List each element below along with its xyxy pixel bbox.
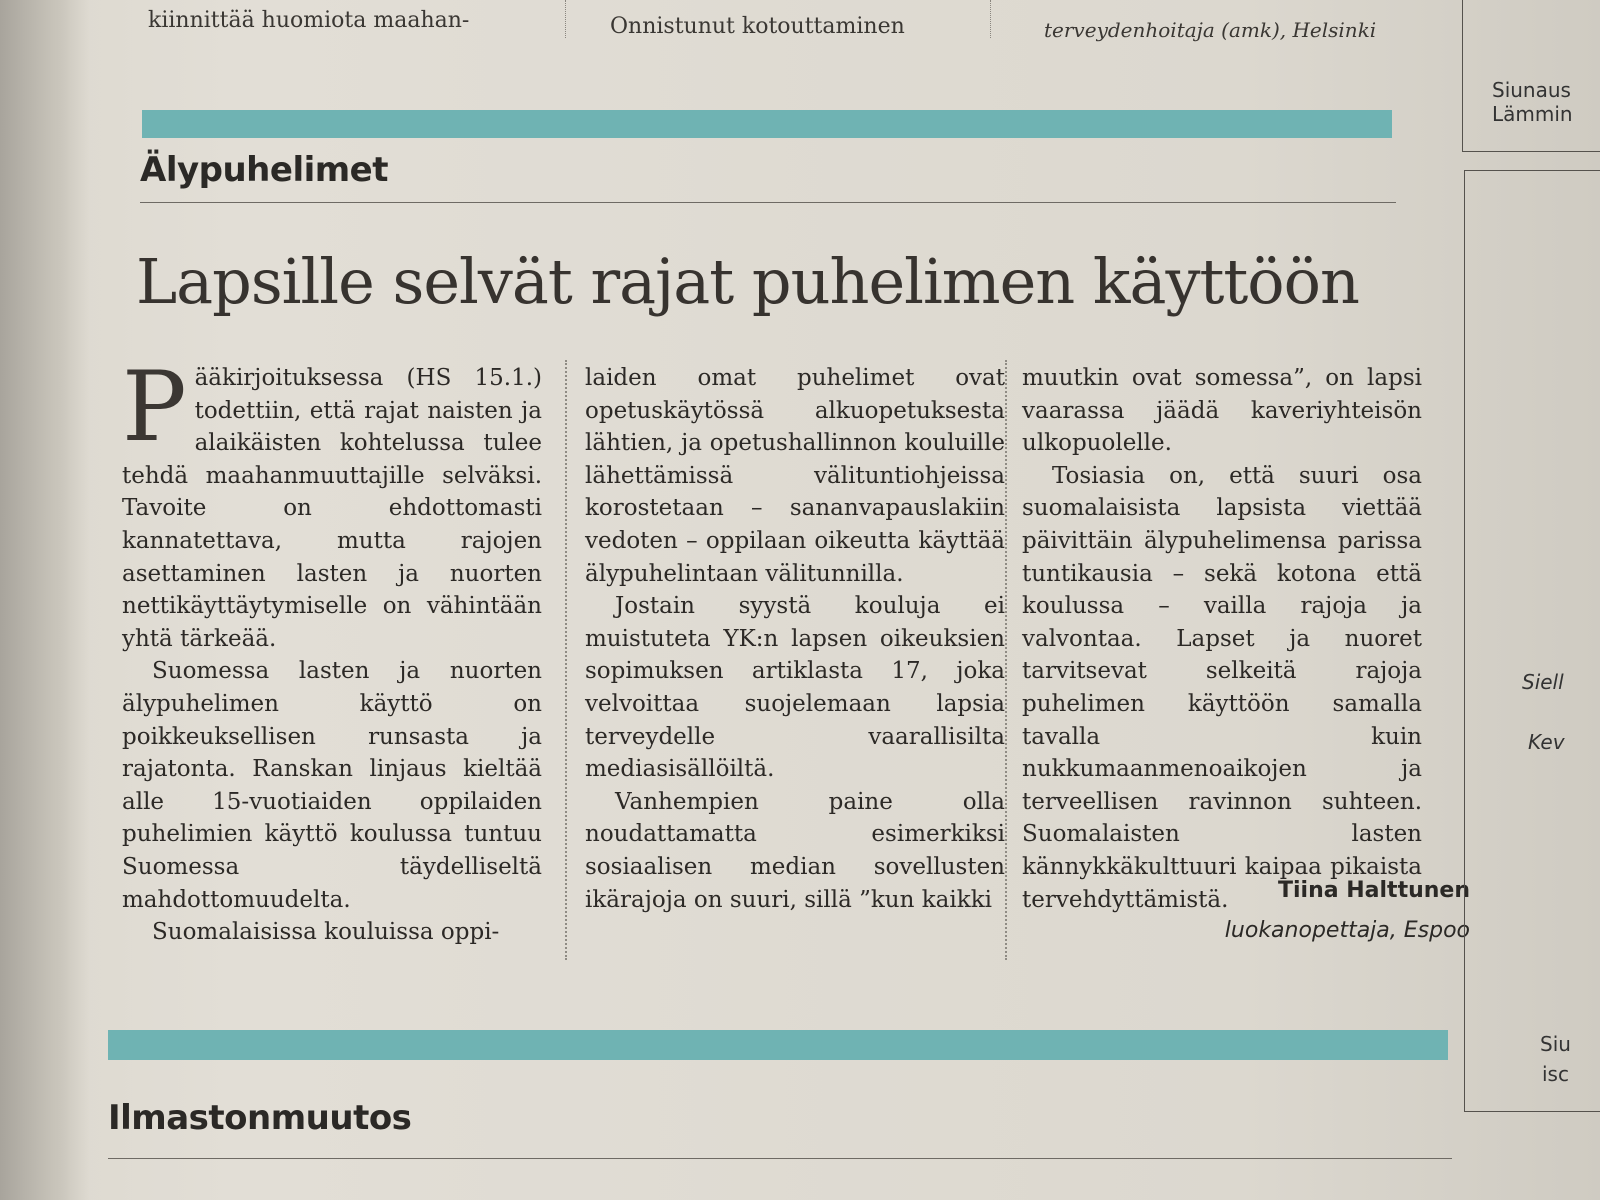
paragraph: Tosiasia on, että suuri osa suomalaisista lapsista viettää päivittäin älypuhelimensa parissa tuntikausia – sekä kotona että koulussa – vailla rajoja ja valvontaa. Lapset ja nuoret tarvitsevat selkeitä rajoja puhelimen käyttöön samalla tavalla kuin nukkumaanmenoaikojen ja terveellisen ravinnon suhteen. Suomalaisten lasten kännykkäkulttuuri kaipaa pikaista tervehdyttämistä.	[1022, 462, 1422, 913]
previous-article-strip	[0, 0, 1600, 50]
adjacent-text: Siell	[1522, 670, 1564, 694]
next-section-label: Ilmastonmuutos	[108, 1098, 412, 1138]
author-name: Tiina Halttunen	[1278, 878, 1470, 903]
paragraph: laiden omat puhelimet ovat opetuskäytössä alkuopetuksesta lähtien, ja opetushallinnon kouluille lähettämissä välituntiohjeissa korostetaan – sananvapauslakiin vedoten – oppilaan oikeutta käyttää älypuhelintaan välitunnilla.	[585, 365, 1005, 587]
column-divider	[1005, 360, 1007, 960]
next-section-color-bar	[108, 1030, 1448, 1060]
prev-col1-text: kiinnittää huomiota maahan-	[148, 8, 470, 33]
adjacent-text: Lämmin	[1492, 102, 1573, 126]
adjacent-text: Siu	[1540, 1032, 1571, 1056]
paragraph: Vanhempien paine olla noudattamatta esimerkiksi sosiaalisen median sovellusten ikärajoja on suuri, sillä ”kun kaikki	[585, 788, 1005, 913]
section-color-bar	[142, 110, 1392, 138]
column-divider	[565, 360, 567, 960]
article-column-3	[1022, 362, 1422, 916]
adjacent-text: Siunaus	[1492, 78, 1571, 102]
page-fold-shadow	[0, 0, 90, 1200]
prev-divider-1	[565, 0, 566, 38]
prev-col3-text: terveydenhoitaja (amk), Helsinki	[1044, 18, 1377, 42]
next-section-rule	[108, 1158, 1452, 1159]
author-role: luokanopettaja, Espoo	[1224, 918, 1470, 943]
prev-col2-text: Onnistunut kotouttaminen	[610, 14, 905, 39]
article-column-1	[122, 351, 542, 949]
prev-divider-2	[990, 0, 991, 38]
adjacent-box-main	[1464, 170, 1600, 1112]
adjacent-column	[1462, 0, 1600, 1200]
paragraph: Suomessa lasten ja nuorten älypuhelimen käyttö on poikkeuksellisen runsasta ja rajatonta. Ranskan linjaus kieltää alle 15-vuotiaiden oppilaiden puhelimien käyttö koulussa tuntuu Suomessa täydelliseltä mahdottomuudelta.	[122, 658, 542, 913]
paragraph	[122, 351, 542, 655]
drop-cap: P	[122, 351, 187, 463]
adjacent-text: Kev	[1528, 730, 1565, 754]
paragraph: Jostain syystä kouluja ei muistuteta YK:n lapsen oikeuksien sopimuksen artiklasta 17, joka velvoittaa suojelemaan lapsia terveydelle vaarallisilta mediasisällöiltä.	[585, 593, 1005, 783]
article-column-2	[585, 362, 1005, 916]
paragraph-text: ääkirjoituksessa (HS 15.1.) todettiin, että rajat naisten ja alaikäisten kohtelussa tulee tehdä maahanmuuttajille selväksi. Tavoite on ehdottomasti kannatettava, mutta rajojen asettaminen lasten ja nuorten nettikäyttäytymiselle on vähintään yhtä tärkeää.	[122, 365, 542, 652]
article-headline: Lapsille selvät rajat puhelimen käyttöön	[136, 245, 1359, 318]
paragraph: Suomalaisissa kouluissa oppi-	[152, 919, 500, 946]
adjacent-box-top	[1462, 0, 1600, 152]
paragraph: muutkin ovat somessa”, on lapsi vaarassa jäädä kaveriyhteisön ulkopuolelle.	[1022, 365, 1422, 457]
section-rule	[140, 202, 1396, 203]
adjacent-text: isc	[1542, 1062, 1569, 1086]
section-label: Älypuhelimet	[140, 150, 388, 190]
